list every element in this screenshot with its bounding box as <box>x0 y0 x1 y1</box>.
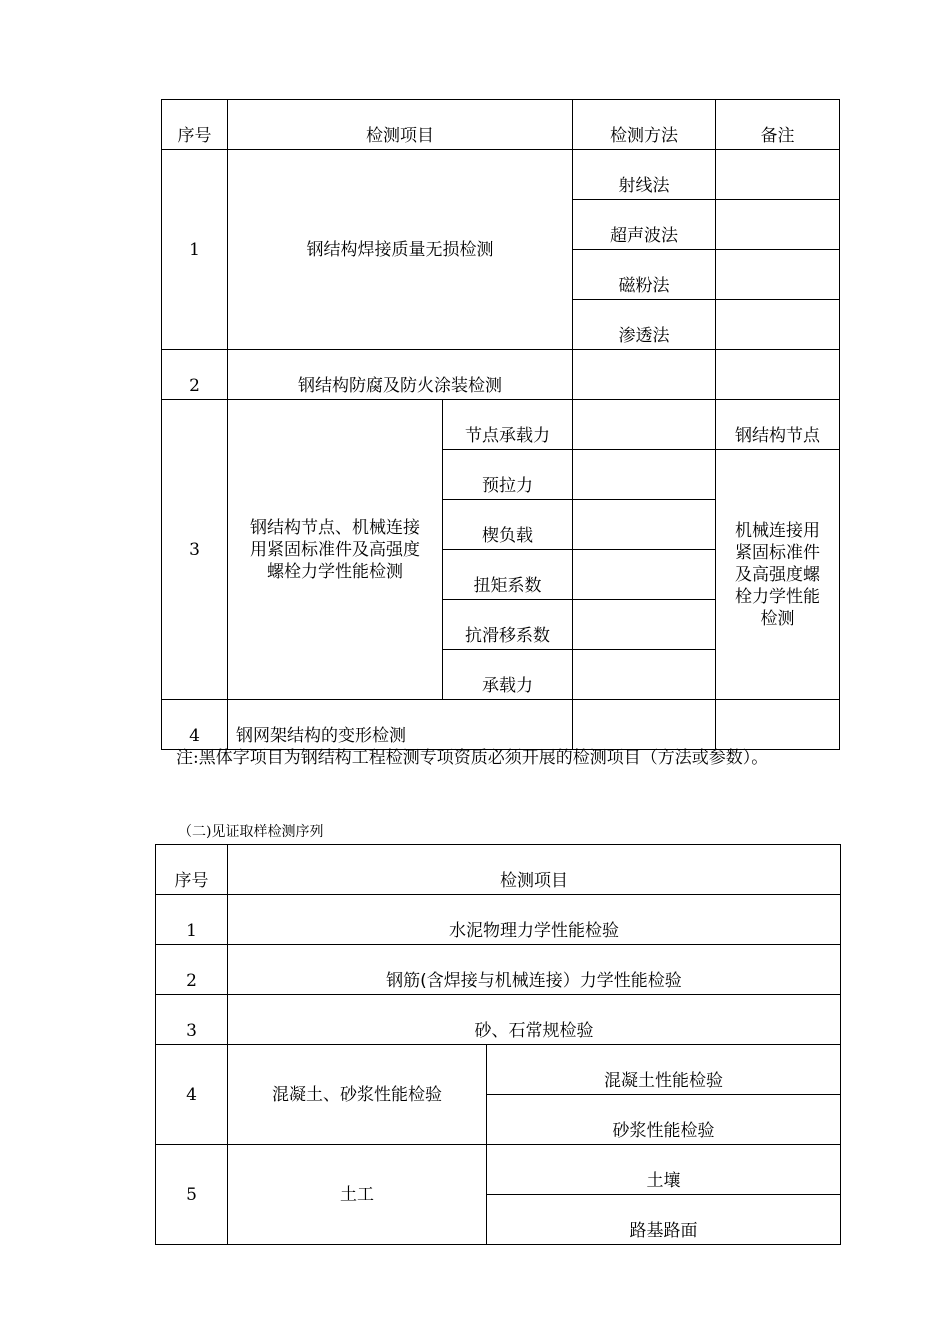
row-item: 钢网架结构的变形检测 <box>228 700 573 750</box>
remark-line: 栓力学性能 <box>735 586 820 607</box>
header-no: 序号 <box>162 100 228 150</box>
item-line: 钢结构节点、机械连接 <box>250 517 420 538</box>
sub-item-cell: 路基路面 <box>487 1195 841 1245</box>
method-cell: 超声波法 <box>573 200 716 250</box>
remark-cell <box>716 350 840 400</box>
row-no: 1 <box>162 150 228 350</box>
param-cell: 节点承载力 <box>443 400 573 450</box>
remark-line: 紧固标准件 <box>735 542 820 563</box>
row-no: 2 <box>162 350 228 400</box>
method-cell <box>573 700 716 750</box>
row-no: 2 <box>156 945 228 995</box>
row-no: 3 <box>156 995 228 1045</box>
header-method: 检测方法 <box>573 100 716 150</box>
row-no: 5 <box>156 1145 228 1245</box>
header-item: 检测项目 <box>228 845 841 895</box>
row-item: 钢筋(含焊接与机械连接）力学性能检验 <box>228 945 841 995</box>
remark-cell <box>716 150 840 200</box>
method-cell <box>573 500 716 550</box>
remark-cell <box>716 200 840 250</box>
table-row <box>162 350 840 400</box>
method-cell <box>573 650 716 700</box>
table-row <box>162 400 840 450</box>
row-no: 3 <box>162 400 228 700</box>
row-item: 钢结构防腐及防火涂装检测 <box>228 350 573 400</box>
param-cell: 楔负载 <box>443 500 573 550</box>
table-header-row <box>156 845 841 895</box>
remark-cell <box>716 450 840 700</box>
table-row <box>156 895 841 945</box>
param-cell: 预拉力 <box>443 450 573 500</box>
remark-cell: 钢结构节点 <box>716 400 840 450</box>
method-cell <box>573 550 716 600</box>
method-cell: 射线法 <box>573 150 716 200</box>
method-cell <box>573 350 716 400</box>
sub-item-cell: 土壤 <box>487 1145 841 1195</box>
witness-sampling-table <box>155 844 841 1245</box>
table-row <box>156 945 841 995</box>
remark-cell <box>716 700 840 750</box>
table-row <box>156 1045 841 1095</box>
row-item: 土工 <box>228 1145 487 1245</box>
steel-structure-testing-table <box>161 99 840 750</box>
method-cell: 渗透法 <box>573 300 716 350</box>
remark-cell <box>716 300 840 350</box>
row-item: 混凝土、砂浆性能检验 <box>228 1045 487 1145</box>
header-item: 检测项目 <box>228 100 573 150</box>
row-no: 1 <box>156 895 228 945</box>
row-item: 砂、石常规检验 <box>228 995 841 1045</box>
param-cell: 扭矩系数 <box>443 550 573 600</box>
header-remark: 备注 <box>716 100 840 150</box>
section-title: （二)见证取样检测序列 <box>178 824 324 840</box>
table-note: 注:黑体字项目为钢结构工程检测专项资质必须开展的检测项目（方法或参数）。 <box>176 748 769 768</box>
row-item <box>228 400 443 700</box>
table-row <box>162 700 840 750</box>
remark-line: 检测 <box>760 608 795 629</box>
method-cell: 磁粉法 <box>573 250 716 300</box>
row-item: 水泥物理力学性能检验 <box>228 895 841 945</box>
remark-line: 及高强度螺 <box>735 564 820 585</box>
param-cell: 抗滑移系数 <box>443 600 573 650</box>
row-item: 钢结构焊接质量无损检测 <box>228 150 573 350</box>
header-no: 序号 <box>156 845 228 895</box>
item-line: 用紧固标准件及高强度 <box>250 539 420 560</box>
remark-cell <box>716 250 840 300</box>
sub-item-cell: 混凝土性能检验 <box>487 1045 841 1095</box>
item-line: 螺栓力学性能检测 <box>267 561 403 582</box>
method-cell <box>573 450 716 500</box>
row-no: 4 <box>156 1045 228 1145</box>
table-row <box>156 1145 841 1195</box>
remark-line: 机械连接用 <box>735 520 820 541</box>
method-cell <box>573 600 716 650</box>
sub-item-cell: 砂浆性能检验 <box>487 1095 841 1145</box>
param-cell: 承载力 <box>443 650 573 700</box>
method-cell <box>573 400 716 450</box>
table-row <box>162 150 840 200</box>
table-row <box>156 995 841 1045</box>
row-no: 4 <box>162 700 228 750</box>
table-header-row <box>162 100 840 150</box>
